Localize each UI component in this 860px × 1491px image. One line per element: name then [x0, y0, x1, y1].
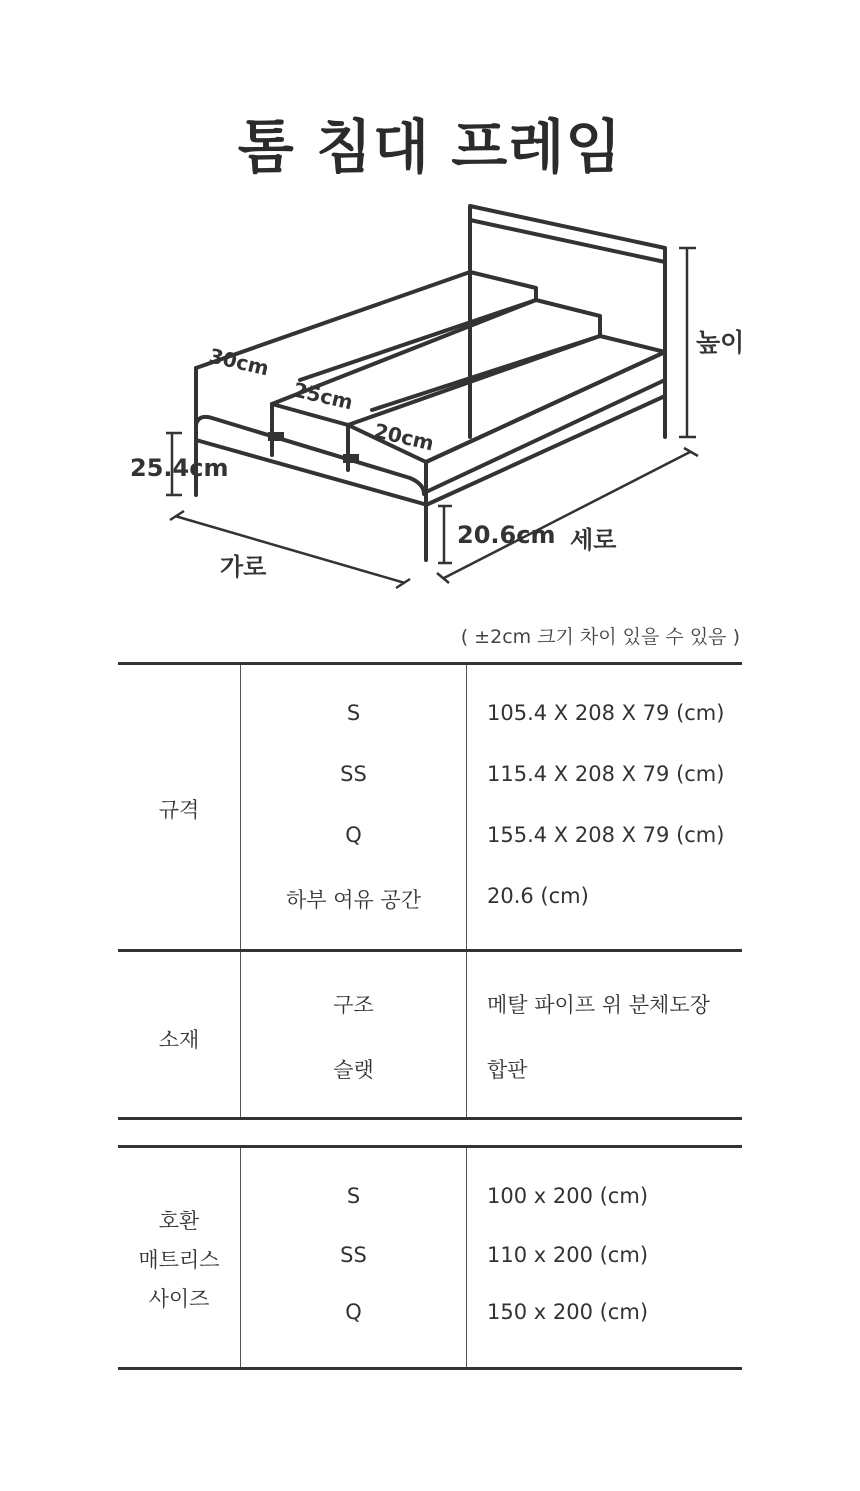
- mattress-header-line: 호환: [158, 1209, 200, 1233]
- mattress-row-value: 150 x 200 (cm): [487, 1300, 649, 1324]
- table-bottom-rule: [118, 1367, 742, 1370]
- mattress-row-name: S: [346, 1184, 361, 1208]
- dim-height-label: 높이: [696, 328, 745, 357]
- mattress-row-value: 100 x 200 (cm): [487, 1184, 649, 1208]
- spec-row-name: Q: [345, 823, 362, 847]
- mattress-header-line: 사이즈: [148, 1287, 210, 1311]
- material-row-name: 슬랫: [333, 1058, 374, 1082]
- dim-length-label: 세로: [570, 526, 617, 554]
- table-rule: [118, 1145, 742, 1148]
- spec-row-value: 105.4 X 208 X 79 (cm): [487, 701, 725, 725]
- spec-row-value: 20.6 (cm): [487, 884, 589, 908]
- dim-clearance-label: 20.6cm: [457, 521, 556, 549]
- page-title: 톰 침대 프레임: [237, 113, 623, 181]
- material-header: 소재: [158, 1028, 200, 1052]
- dim-width-label: 가로: [220, 553, 267, 581]
- table-rule: [118, 1117, 742, 1120]
- spec-row-value: 155.4 X 208 X 79 (cm): [487, 823, 725, 847]
- spec-row-name: SS: [340, 762, 367, 786]
- dim-20cm-label: 20cm: [371, 418, 437, 456]
- column-divider: [466, 1148, 467, 1367]
- table-rule: [118, 949, 742, 952]
- material-row-name: 구조: [333, 993, 374, 1017]
- material-row-value: 합판: [487, 1058, 528, 1082]
- table-top-rule: [118, 662, 742, 665]
- column-divider: [240, 952, 241, 1117]
- spec-row-name: S: [346, 701, 361, 725]
- material-row-value: 메탈 파이프 위 분체도장: [487, 993, 710, 1017]
- mattress-row-name: Q: [345, 1300, 362, 1324]
- dim-25cm-label: 25cm: [290, 377, 356, 415]
- dim-side-height-label: 25.4cm: [130, 454, 229, 482]
- mattress-row-name: SS: [340, 1243, 367, 1267]
- spec-header: 규격: [158, 798, 200, 822]
- column-divider: [466, 665, 467, 949]
- mattress-row-value: 110 x 200 (cm): [487, 1243, 649, 1267]
- spec-row-name: 하부 여유 공간: [285, 888, 422, 912]
- mattress-top: [196, 272, 536, 404]
- column-divider: [466, 952, 467, 1117]
- size-tolerance-note: ( ±2cm 크기 차이 있을 수 있음 ): [460, 626, 740, 648]
- dim-30cm-label: 30cm: [206, 343, 272, 381]
- spec-row-value: 115.4 X 208 X 79 (cm): [487, 762, 725, 786]
- mattress-header-line: 매트리스: [138, 1248, 220, 1272]
- bed-frame-diagram: [0, 190, 860, 610]
